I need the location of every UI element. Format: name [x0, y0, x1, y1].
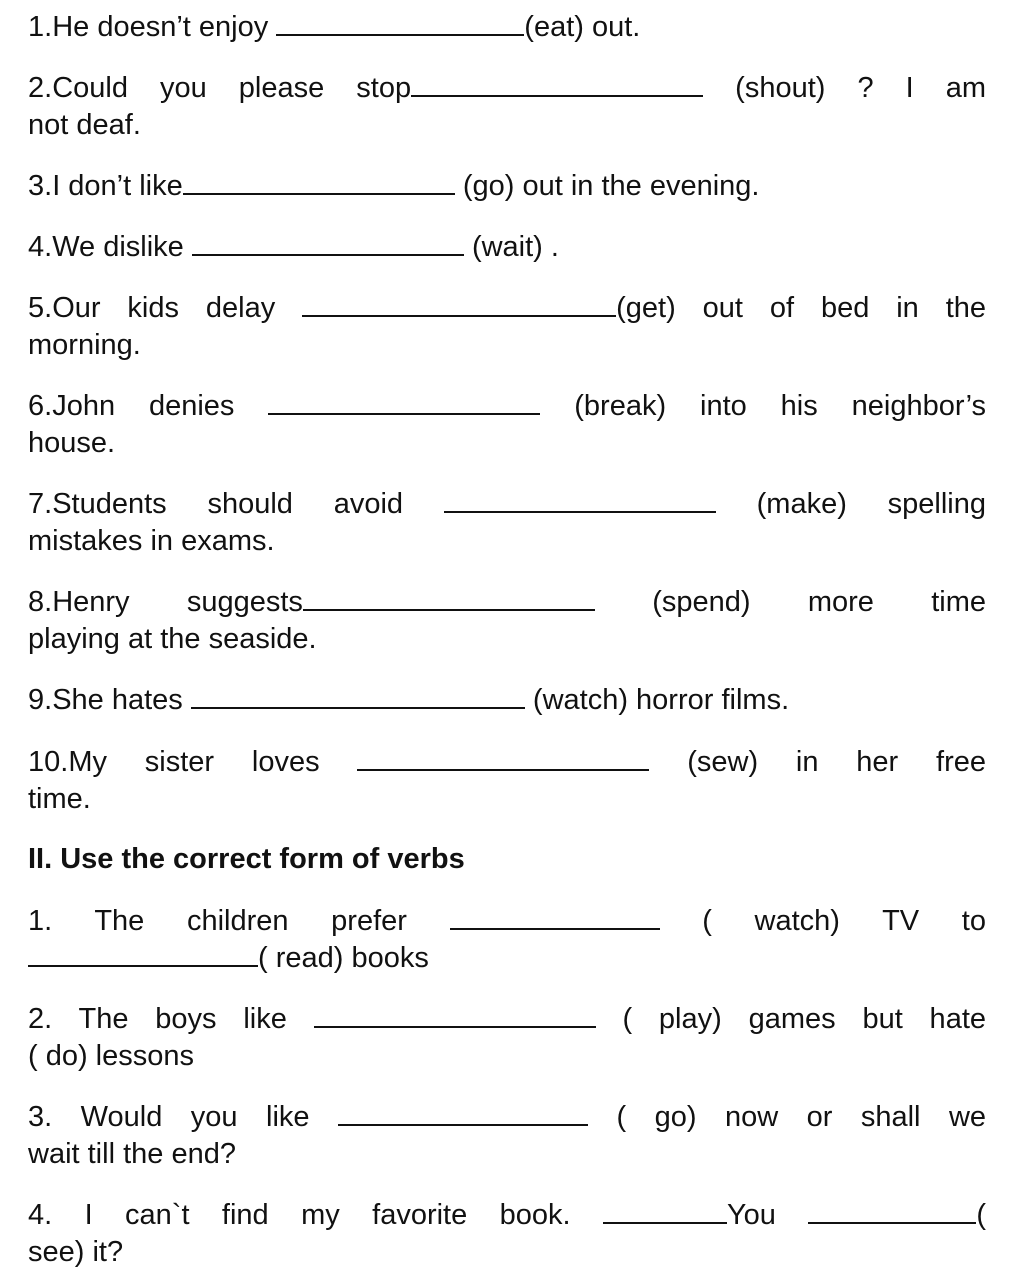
- item-number: 7.: [28, 488, 53, 520]
- ex1-item-10: [28, 744, 986, 781]
- answer-blank[interactable]: [302, 291, 616, 317]
- answer-blank[interactable]: [450, 904, 660, 930]
- answer-blank[interactable]: [411, 71, 703, 97]
- item-text: Our kids delay: [52, 292, 276, 324]
- ex2-item-2: [28, 1001, 986, 1038]
- ex1-item-8: [28, 584, 986, 621]
- verb-hint: (spend) more time: [652, 586, 986, 618]
- answer-blank[interactable]: [338, 1100, 588, 1126]
- answer-blank[interactable]: [444, 487, 716, 513]
- answer-blank[interactable]: [314, 1002, 596, 1028]
- ex1-item-3: [28, 168, 986, 205]
- item-number: 5.: [28, 292, 53, 324]
- item-number: 9.: [28, 684, 53, 716]
- item-text: I don’t like: [52, 170, 183, 202]
- verb-hint: (shout) ? I am: [735, 72, 986, 104]
- item-text: I can`t find my favorite book.: [84, 1199, 571, 1231]
- verb-hint: ( play) games but hate: [622, 1003, 987, 1035]
- ex2-item-2-cont: ( do) lessons: [28, 1040, 195, 1072]
- ex1-item-5: [28, 290, 986, 327]
- item-number: 10.: [28, 746, 69, 778]
- ex1-item-9: [28, 682, 986, 719]
- answer-blank[interactable]: [603, 1198, 727, 1224]
- verb-hint: (break) into his neighbor’s: [574, 390, 986, 422]
- ex1-item-7-cont: mistakes in exams.: [28, 525, 275, 557]
- ex1-item-1: [28, 9, 986, 46]
- item-text: We dislike: [52, 231, 184, 263]
- verb-hint: (watch) horror films.: [532, 684, 790, 716]
- ex2-item-3-cont: wait till the end?: [28, 1138, 236, 1170]
- item-text: Would you like: [80, 1101, 310, 1133]
- ex1-item-6: [28, 388, 986, 425]
- ex1-item-7: [28, 486, 986, 523]
- ex1-item-8-cont: playing at the seaside.: [28, 623, 317, 655]
- verb-hint: ( go) now or shall we: [616, 1101, 987, 1133]
- ex2-item-1: [28, 903, 986, 940]
- ex1-item-2: [28, 70, 986, 107]
- answer-blank[interactable]: [303, 585, 595, 611]
- ex2-item-3: [28, 1099, 986, 1136]
- verb-hint: ( read) books: [258, 942, 429, 974]
- item-text: The boys like: [78, 1003, 287, 1035]
- item-number: 1.: [28, 905, 53, 937]
- verb-hint: (make) spelling: [756, 488, 986, 520]
- verb-hint: ( watch) TV to: [702, 905, 986, 937]
- answer-blank[interactable]: [191, 683, 525, 709]
- item-text: He doesn’t enjoy: [52, 11, 269, 43]
- item-text: Henry suggests: [52, 586, 303, 618]
- item-number: 1.: [28, 11, 53, 43]
- verb-hint: (sew) in her free: [687, 746, 986, 778]
- ex2-item-4-cont: see) it?: [28, 1236, 124, 1268]
- answer-blank[interactable]: [192, 230, 464, 256]
- ex1-item-10-cont: time.: [28, 783, 91, 815]
- verb-hint: (wait) .: [471, 231, 559, 263]
- item-text-mid: You: [726, 1199, 776, 1231]
- item-number: 3.: [28, 170, 53, 202]
- item-number: 3.: [28, 1101, 53, 1133]
- answer-blank[interactable]: [268, 389, 540, 415]
- item-number: 4.: [28, 1199, 53, 1231]
- item-text: My sister loves: [68, 746, 320, 778]
- ex2-item-1-cont: [28, 940, 986, 977]
- verb-hint: (: [976, 1199, 986, 1231]
- answer-blank[interactable]: [357, 745, 649, 771]
- ex1-item-2-cont: not deaf.: [28, 109, 141, 141]
- item-text: John denies: [52, 390, 235, 422]
- ex1-item-4: [28, 229, 986, 266]
- verb-hint: (go) out in the evening.: [462, 170, 760, 202]
- item-number: 2.: [28, 72, 53, 104]
- verb-hint: (eat) out.: [524, 11, 641, 43]
- item-number: 6.: [28, 390, 53, 422]
- item-number: 8.: [28, 586, 53, 618]
- verb-hint: (get) out of bed in the: [616, 292, 987, 324]
- answer-blank[interactable]: [276, 10, 524, 36]
- ex1-item-5-cont: morning.: [28, 329, 141, 361]
- answer-blank[interactable]: [183, 169, 455, 195]
- item-text: Could you please stop: [52, 72, 412, 104]
- section-title: II. Use the correct form of verbs: [28, 843, 465, 875]
- answer-blank[interactable]: [28, 941, 258, 967]
- ex1-item-6-cont: house.: [28, 427, 116, 459]
- item-number: 2.: [28, 1003, 53, 1035]
- item-text: She hates: [52, 684, 183, 716]
- answer-blank[interactable]: [808, 1198, 976, 1224]
- ex2-item-4: [28, 1197, 986, 1234]
- item-text: The children prefer: [94, 905, 407, 937]
- item-number: 4.: [28, 231, 53, 263]
- item-text: Students should avoid: [52, 488, 404, 520]
